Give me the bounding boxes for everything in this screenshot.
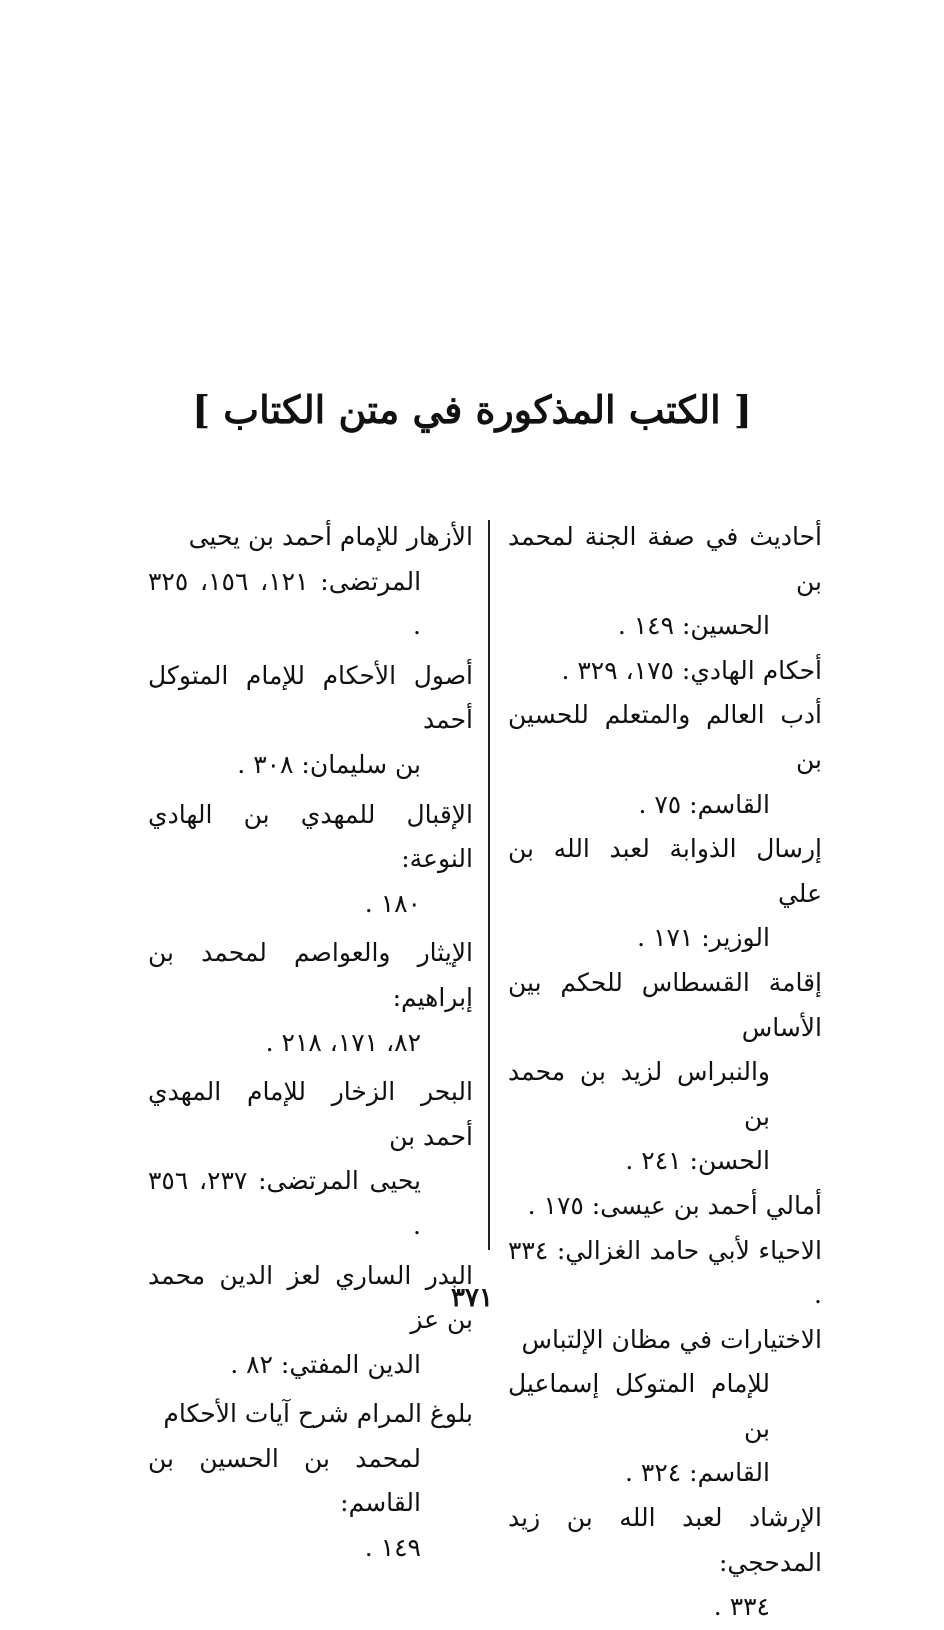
index-entry bbox=[148, 931, 473, 1065]
left-index-column bbox=[148, 515, 473, 1576]
entry-pages: الدين المفتي: ٨٢ . bbox=[230, 1349, 421, 1379]
index-entry bbox=[508, 693, 822, 827]
index-entry bbox=[508, 1229, 822, 1318]
entry-pages: ١٤٩ . bbox=[364, 1533, 421, 1563]
entry-pages: يحيى المرتضى: ٢٣٧، ٣٥٦ . bbox=[148, 1166, 421, 1240]
entry-continuation: للإمام المتوكل إسماعيل بن bbox=[508, 1369, 770, 1443]
entry-title: الأزهار للإمام أحمد بن يحيى bbox=[188, 522, 473, 551]
entry-title: الإرشاد لعبد الله بن زيد المدحجي: bbox=[508, 1503, 822, 1577]
index-entry bbox=[148, 654, 473, 788]
index-entry bbox=[508, 1496, 822, 1630]
entry-title: البدر الساري لعز الدين محمد بن عز bbox=[148, 1260, 473, 1335]
entry-pages: بن سليمان: ٣٠٨ . bbox=[237, 749, 421, 779]
page-title: [ الكتب المذكورة في متن الكتاب ] bbox=[192, 387, 752, 433]
entry-pages: ٨٢، ١٧١، ٢١٨ . bbox=[265, 1027, 421, 1057]
index-entry bbox=[508, 515, 822, 649]
index-entry bbox=[148, 793, 473, 927]
column-divider bbox=[488, 520, 490, 1250]
entry-pages: الحسن: ٢٤١ . bbox=[625, 1146, 770, 1176]
entry-title: أدب العالم والمتعلم للحسين بن bbox=[508, 700, 822, 774]
entry-pages: الحسين: ١٤٩ . bbox=[617, 611, 770, 641]
index-entry bbox=[508, 1184, 822, 1229]
entry-title: أحاديث في صفة الجنة لمحمد بن bbox=[508, 522, 822, 596]
entry-title: الاحياء لأبي حامد الغزالي: ٣٣٤ . bbox=[508, 1235, 822, 1310]
entry-title: إقامة القسطاس للحكم بين الأساس bbox=[508, 967, 822, 1042]
entry-continuation: والنبراس لزيد بن محمد بن bbox=[508, 1057, 770, 1131]
entry-pages: ١٨٠ . bbox=[364, 888, 421, 918]
index-entry bbox=[508, 961, 822, 1184]
index-entry bbox=[508, 649, 822, 694]
entry-continuation: لمحمد بن الحسين بن القاسم: bbox=[148, 1443, 421, 1518]
entry-pages: المرتضى: ١٢١، ١٥٦، ٣٢٥ . bbox=[148, 566, 422, 641]
entry-pages: القاسم: ٣٢٤ . bbox=[625, 1458, 770, 1488]
entry-pages: الوزير: ١٧١ . bbox=[637, 923, 770, 953]
entry-title: أحكام الهادي: ١٧٥، ٣٢٩ . bbox=[561, 655, 822, 685]
entry-title: أصول الأحكام للإمام المتوكل أحمد bbox=[148, 660, 473, 735]
page-number: ٣٧١ bbox=[451, 1283, 493, 1313]
entry-title: الإيثار والعواصم لمحمد بن إبراهيم: bbox=[148, 938, 473, 1012]
entry-title: أمالي أحمد بن عيسى: ١٧٥ . bbox=[527, 1190, 822, 1220]
index-entry bbox=[508, 827, 822, 961]
entry-pages: ٣٣٤ . bbox=[713, 1592, 770, 1622]
entry-title: البحر الزخار للإمام المهدي أحمد بن bbox=[148, 1077, 473, 1151]
entry-pages: القاسم: ٧٥ . bbox=[638, 789, 770, 819]
entry-title: بلوغ المرام شرح آيات الأحكام bbox=[163, 1399, 473, 1429]
entry-title: الإقبال للمهدي بن الهادي النوعة: bbox=[148, 799, 473, 874]
index-entry bbox=[508, 1318, 822, 1496]
right-index-column bbox=[508, 515, 822, 1630]
index-entry bbox=[148, 1070, 473, 1248]
index-entry bbox=[148, 1392, 473, 1570]
index-entry bbox=[148, 515, 473, 649]
index-entry bbox=[148, 1254, 473, 1388]
entry-title: الاختيارات في مظان الإلتباس bbox=[521, 1324, 822, 1354]
entry-title: إرسال الذوابة لعبد الله بن علي bbox=[508, 834, 822, 908]
